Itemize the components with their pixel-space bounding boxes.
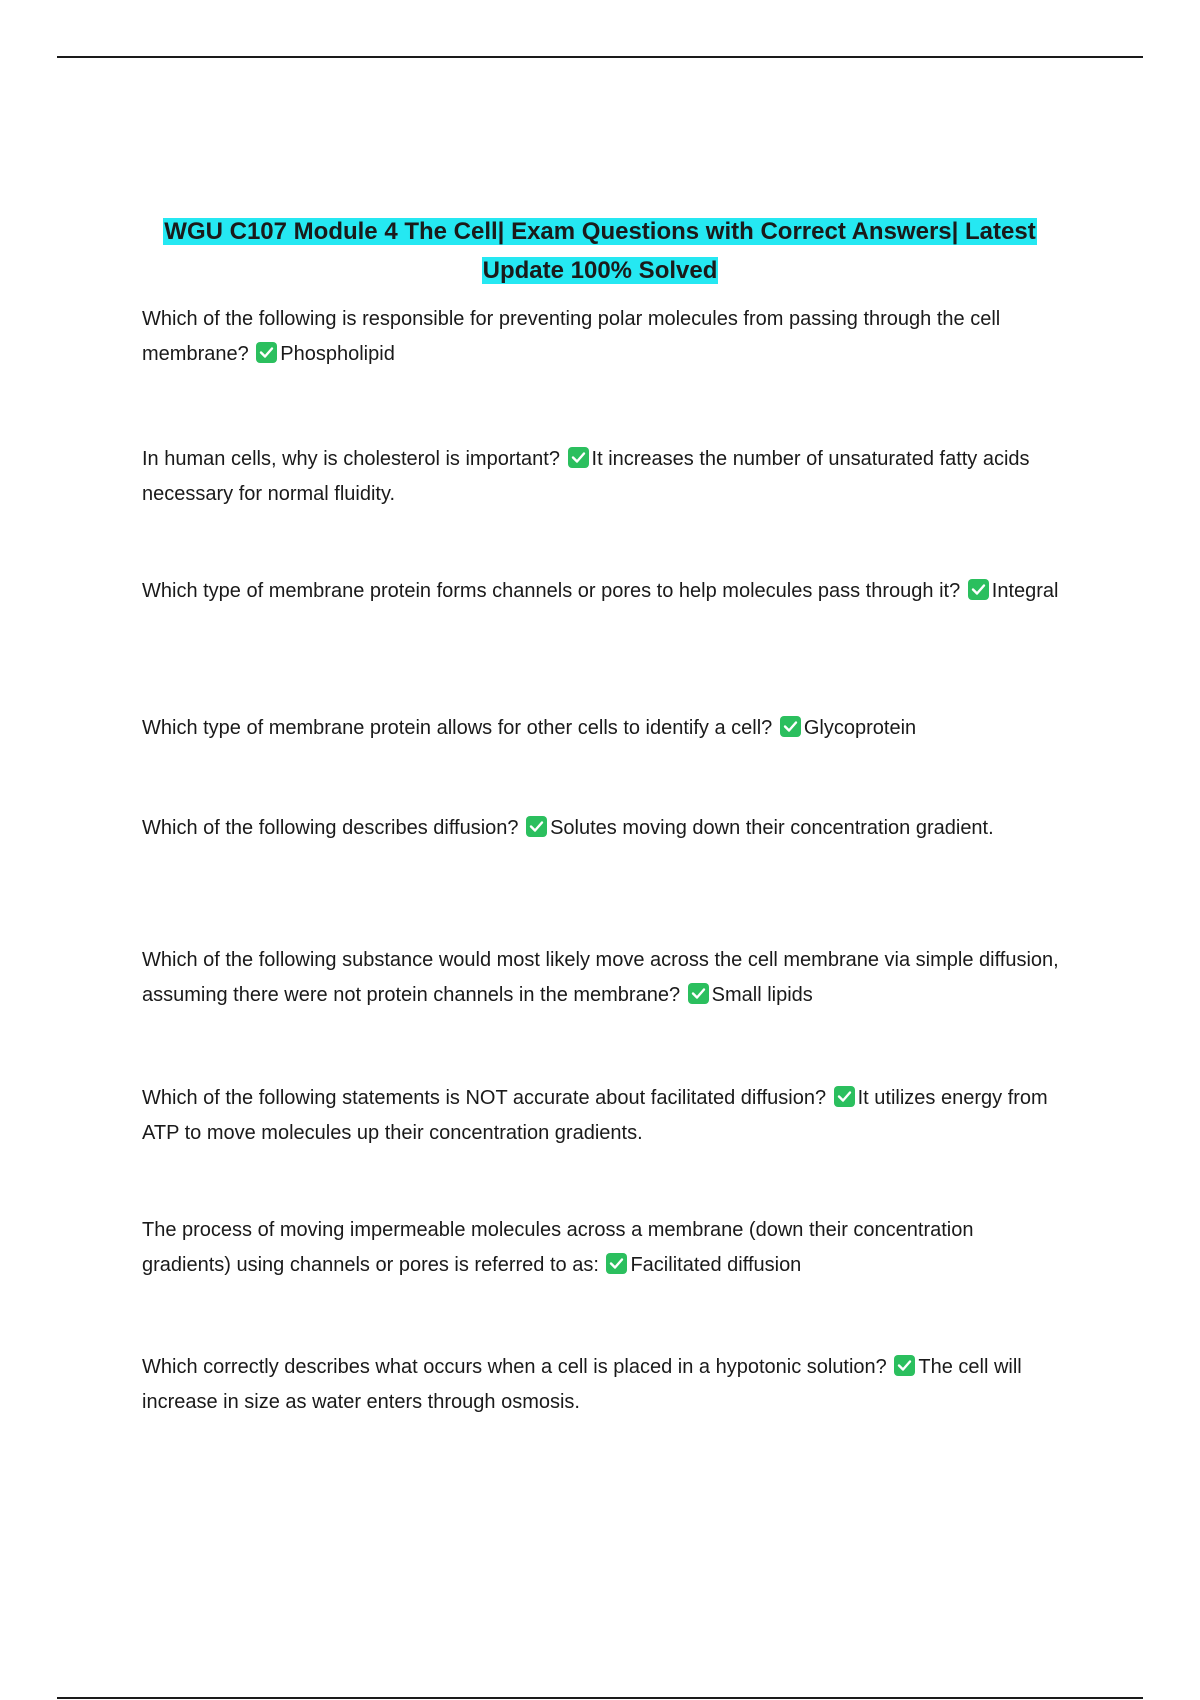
- qa-item-9: [142, 1350, 1066, 1420]
- answer-text: Facilitated diffusion: [630, 1254, 802, 1276]
- question-text: Which of the following statements is NOT accurate about facilitated diffusion?: [142, 1087, 827, 1109]
- question-text: Which of the following describes diffusion?: [142, 817, 519, 839]
- qa-item-1: [142, 302, 1066, 372]
- answer-text: Phospholipid: [280, 343, 395, 365]
- question-text: Which of the following substance would most likely move across the cell membrane via simple diffusion, assuming there were not protein channels in the membrane?: [142, 949, 1059, 1006]
- check-mark-icon: [894, 1355, 915, 1376]
- answer-text: It increases the number of unsaturated fatty acids necessary for normal fluidity.: [142, 448, 1030, 505]
- qa-item-4: [142, 711, 1066, 746]
- answer-text: It utilizes energy from ATP to move molecules up their concentration gradients.: [142, 1087, 1048, 1144]
- check-mark-icon: [834, 1086, 855, 1107]
- question-text: Which type of membrane protein forms channels or pores to help molecules pass through it?: [142, 580, 961, 602]
- answer-text: Solutes moving down their concentration gradient.: [550, 817, 994, 839]
- top-rule: [57, 56, 1143, 58]
- question-text: Which correctly describes what occurs when a cell is placed in a hypotonic solution?: [142, 1356, 887, 1378]
- check-mark-icon: [568, 447, 589, 468]
- check-mark-icon: [606, 1253, 627, 1274]
- qa-item-2: [142, 442, 1066, 512]
- qa-item-8: [142, 1213, 1066, 1283]
- document-title: WGU C107 Module 4 The Cell| Exam Questions with Correct Answers| Latest Update 100% Solved: [164, 218, 1036, 284]
- qa-item-3: [142, 574, 1066, 609]
- question-text: Which of the following is responsible for preventing polar molecules from passing through the cell membrane?: [142, 308, 1001, 365]
- question-text: Which type of membrane protein allows for other cells to identify a cell?: [142, 717, 773, 739]
- answer-text: Integral: [991, 580, 1059, 602]
- answer-text: Glycoprotein: [803, 717, 917, 739]
- check-mark-icon: [968, 579, 989, 600]
- check-mark-icon: [780, 716, 801, 737]
- answer-text: The cell will increase in size as water enters through osmosis.: [142, 1356, 1022, 1413]
- check-mark-icon: [526, 816, 547, 837]
- question-text: In human cells, why is cholesterol is important?: [142, 448, 560, 470]
- check-mark-icon: [688, 983, 709, 1004]
- check-mark-icon: [256, 342, 277, 363]
- answer-text: Small lipids: [711, 984, 813, 1006]
- question-text: The process of moving impermeable molecules across a membrane (down their concentration gradients) using channels or pores is referred to as:: [142, 1219, 974, 1276]
- qa-item-5: [142, 811, 1066, 846]
- qa-item-7: [142, 1081, 1066, 1151]
- qa-item-6: [142, 943, 1066, 1013]
- bottom-rule: [57, 1697, 1143, 1699]
